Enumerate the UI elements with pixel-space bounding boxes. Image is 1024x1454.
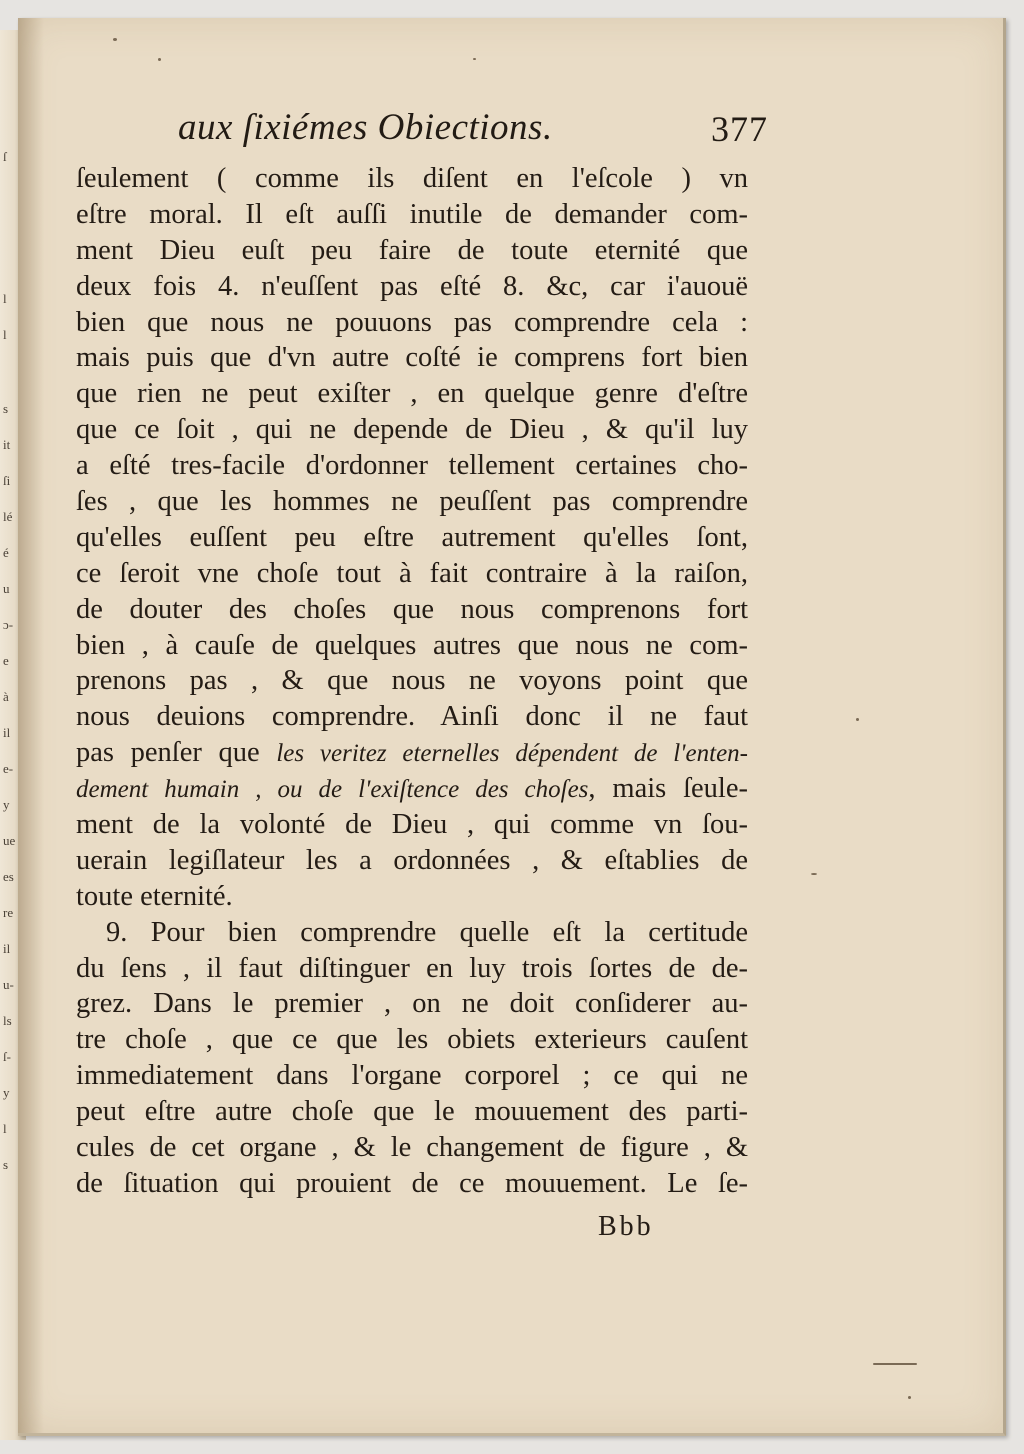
text-segment: pas penſer que	[76, 737, 277, 769]
text-line: du ſens , il faut diſtinguer en luy trois ſortes de de-	[76, 952, 748, 984]
gutter-fragment: y	[3, 797, 10, 812]
gutter-fragment: lé	[3, 509, 13, 524]
italic-quote: dement humain , ou de l'exiſtence des choſes	[76, 776, 589, 804]
gutter-fragment: ſ	[3, 149, 7, 164]
gutter-fragment: ſ-	[3, 1049, 11, 1064]
gutter-fragment: il	[3, 941, 11, 956]
body-text	[76, 161, 748, 1202]
book-page	[18, 18, 1006, 1436]
paper-speck	[856, 718, 859, 721]
text-line: ſes , que les hommes ne peuſſent pas comprendre	[76, 486, 748, 518]
signature-mark: Bbb	[598, 1211, 654, 1242]
paper-speck	[811, 873, 817, 875]
paper-speck	[113, 38, 117, 41]
text-line: ce ſeroit vne choſe tout à fait contraire à la raiſon,	[76, 557, 748, 589]
text-line: nous deuions comprendre. Ainſi donc il ne faut	[76, 701, 748, 733]
page-header	[78, 98, 768, 158]
gutter-fragment: re	[3, 905, 14, 920]
text-line: cules de cet organe , & le changement de figure , &	[76, 1132, 748, 1164]
text-line: bien , à cauſe de quelques autres que nous ne com-	[76, 629, 748, 661]
text-line: peut eſtre autre choſe que le mouuement des parti-	[76, 1096, 748, 1128]
text-line: uerain legiſlateur les a ordonnées , & eſtablies de	[76, 844, 748, 876]
text-line: eſtre moral. Il eſt auſſi inutile de demander com-	[76, 198, 748, 230]
text-line: ment de la volonté de Dieu , qui comme vn ſou-	[76, 809, 748, 841]
gutter-fragment: l	[3, 291, 7, 306]
text-line: que rien ne peut exiſter , en quelque genre d'eſtre	[76, 378, 748, 410]
text-line: que ce ſoit , qui ne depende de Dieu , & qu'il luy	[76, 414, 748, 446]
gutter-fragment: y	[3, 1085, 10, 1100]
paper-speck	[873, 1363, 917, 1365]
gutter-fragment: es	[3, 869, 14, 884]
gutter-fragment: à	[3, 689, 9, 704]
paper-speck	[158, 58, 161, 61]
gutter-fragment: e-	[3, 761, 14, 776]
italic-quote: les veritez eternelles dépendent de l'enten-	[276, 740, 748, 768]
gutter-fragment: ue	[3, 833, 16, 848]
text-line: ſeulement ( comme ils diſent en l'eſcole ) vn	[76, 163, 748, 194]
text-line: a eſté tres-facile d'ordonner tellement certaines cho-	[76, 450, 748, 482]
text-line	[76, 735, 748, 771]
paper-speck	[908, 1396, 911, 1399]
page-number: 377	[711, 109, 768, 149]
gutter-fragment: u-	[3, 977, 14, 992]
gutter-fragment: il	[3, 725, 11, 740]
gutter-fragment: l	[3, 1121, 7, 1136]
text-line: de ſituation qui prouient de ce mouuement. Le ſe-	[76, 1167, 748, 1199]
gutter-fragment: ſi	[3, 473, 11, 488]
gutter-fragment: ls	[3, 1013, 12, 1028]
text-line: qu'elles euſſent peu eſtre autrement qu'elles ſont,	[76, 521, 748, 553]
text-segment: , mais ſeule-	[588, 773, 748, 805]
text-line: de douter des choſes que nous comprenons fort	[76, 593, 748, 625]
text-line: deux fois 4. n'euſſent pas eſté 8. &c, car i'auouë	[76, 270, 748, 302]
gutter-fragment: é	[3, 545, 9, 560]
text-line: mais puis que d'vn autre coſté ie comprens fort bien	[76, 342, 748, 374]
text-line: ment Dieu euſt peu faire de toute eternité que	[76, 234, 748, 266]
text-line: bien que nous ne pouuons pas comprendre cela :	[76, 306, 748, 338]
text-line: tre choſe , que ce que les obiets exterieurs cauſent	[76, 1024, 748, 1056]
paragraph-start: 9. Pour bien comprendre quelle eſt la certitude	[106, 916, 748, 948]
text-line: grez. Dans le premier , on ne doit conſiderer au-	[76, 988, 748, 1020]
paper-speck	[473, 58, 476, 60]
text-line	[76, 771, 748, 807]
gutter-fragment: u	[3, 581, 10, 596]
running-head: aux ſixiémes Obiections.	[178, 107, 553, 148]
gutter-fragment: l	[3, 327, 7, 342]
gutter-fragment: ɔ-	[3, 617, 14, 632]
text-line: prenons pas , & que nous ne voyons point que	[76, 665, 748, 697]
gutter-fragment: s	[3, 401, 9, 416]
text-line: toute eternité.	[76, 880, 233, 912]
text-line: immediatement dans l'organe corporel ; ce qui ne	[76, 1060, 748, 1092]
gutter-fragment: s	[3, 1157, 9, 1172]
gutter-fragment: e	[3, 653, 9, 668]
gutter-fragment: it	[3, 437, 11, 452]
